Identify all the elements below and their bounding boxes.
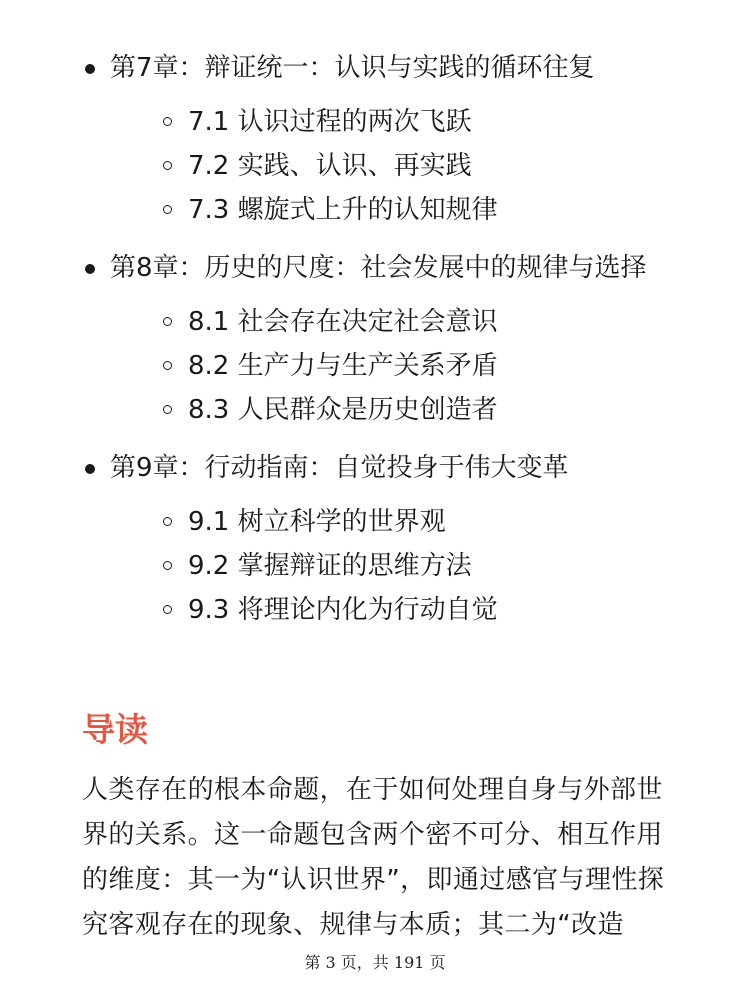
- bullet-dot-icon: [85, 464, 95, 474]
- section-title: 9.2 掌握辩证的思维方法: [188, 551, 472, 581]
- toc-chapter-8: [110, 248, 690, 432]
- toc-section: [188, 388, 690, 432]
- bullet-circle-icon: [163, 405, 172, 414]
- toc-section: [188, 344, 690, 388]
- chapter-title: 第7章：辩证统一：认识与实践的循环往复: [110, 53, 595, 83]
- section-title: 8.2 生产力与生产关系矛盾: [188, 351, 498, 381]
- section-list: [110, 500, 690, 632]
- intro-paragraph: 人类存在的根本命题，在于如何处理自身与外部世界的关系。这一命题包含两个密不可分、相互作用的维度：其一为“认识世界”，即通过感官与理性探究客观存在的现象、规律与本质；其二为“改造: [82, 775, 665, 940]
- toc-section: [188, 188, 690, 232]
- section-list: [110, 100, 690, 232]
- section-list: [110, 300, 690, 432]
- section-title: 8.3 人民群众是历史创造者: [188, 395, 498, 425]
- section-title: 7.1 认识过程的两次飞跃: [188, 107, 472, 137]
- bullet-circle-icon: [163, 517, 172, 526]
- chapter-title: 第8章：历史的尺度：社会发展中的规律与选择: [110, 253, 647, 283]
- toc-chapter-9: [110, 448, 690, 632]
- section-title: 7.3 螺旋式上升的认知规律: [188, 195, 498, 225]
- bullet-circle-icon: [163, 561, 172, 570]
- bullet-circle-icon: [163, 361, 172, 370]
- toc-section: [188, 500, 690, 544]
- toc-section: [188, 100, 690, 144]
- section-title: 8.1 社会存在决定社会意识: [188, 307, 498, 337]
- toc-chapter-7: [110, 48, 690, 232]
- bullet-circle-icon: [163, 605, 172, 614]
- section-title: 7.2 实践、认识、再实践: [188, 151, 472, 181]
- section-title: 9.1 树立科学的世界观: [188, 507, 446, 537]
- bullet-dot-icon: [85, 264, 95, 274]
- bullet-circle-icon: [163, 117, 172, 126]
- toc-section: [188, 544, 690, 588]
- bullet-dot-icon: [85, 64, 95, 74]
- bullet-circle-icon: [163, 161, 172, 170]
- toc-section: [188, 588, 690, 632]
- bullet-circle-icon: [163, 317, 172, 326]
- bullet-circle-icon: [163, 205, 172, 214]
- intro-heading: 导读: [82, 710, 148, 749]
- toc-section: [188, 300, 690, 344]
- toc-section: [188, 144, 690, 188]
- chapter-title: 第9章：行动指南：自觉投身于伟大变革: [110, 453, 569, 483]
- section-title: 9.3 将理论内化为行动自觉: [188, 595, 498, 625]
- page-number-footer: 第 3 页，共 191 页: [304, 953, 446, 972]
- table-of-contents: [110, 48, 690, 648]
